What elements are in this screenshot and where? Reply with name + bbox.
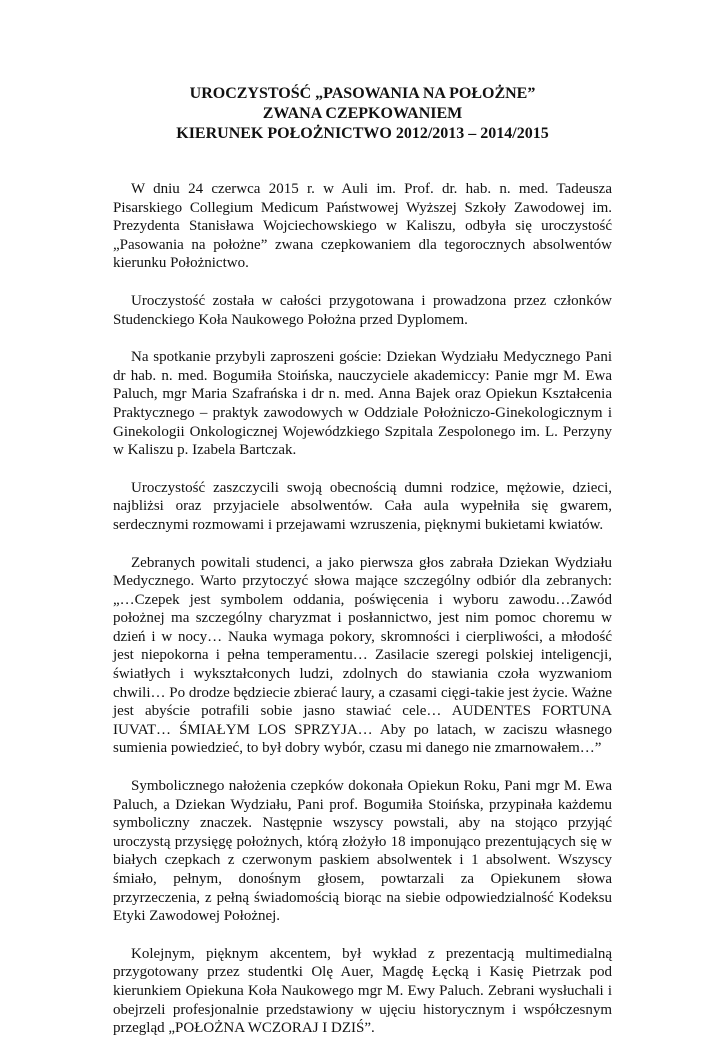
title-line-1: UROCZYSTOŚĆ „PASOWANIA NA POŁOŻNE” xyxy=(189,85,536,102)
title-spacer xyxy=(113,144,612,180)
title-line-2: ZWANA CZEPKOWANIEM xyxy=(262,105,463,122)
paragraph-ceremony-intro: W dniu 24 czerwca 2015 r. w Auli im. Prof. dr. hab. n. med. Tadeusza Pisarskiego Collegium Medicum Państwowej Wyższej Szkoły Zawodowej im. Prezydenta Stanisława Wojciechowskiego w Kaliszu, odbyła się uroczystość „Pasowania na położne” zwana czepkowaniem dla tegorocznych absolwentów kierunku Położnictwo. xyxy=(113,181,612,272)
paragraph-dean-speech: Zebranych powitali studenci, a jako pierwsza głos zabrała Dziekan Wydziału Medycznego. Warto przytoczyć słowa mające szczególny odbiór dla zebranych: „…Czepek jest symbolem oddania, poświęcenia i wyboru zawodu…Zawód położnej ma szczególny charyzmat i posłannictwo, jest nim pomoc choremu w dzień i w nocy… Nauka wymaga pokory, skromności i cierpliwości, a młodość jest niepokorna i pełna temperamentu… Zasilacie szeregi polskiej inteligencji, światłych i wykształconych ludzi, zdolnych do stawiania czoła wyzwaniom chwili… Po drodze będziecie zbierać laury, a czasami cięgi-takie jest życie. Ważne jest abyście potrafili sobie jasno stawiać cele… AUDENTES FORTUNA IUVAT… ŚMIAŁYM LOS SPRZYJA… Aby po latach, w zaciszu własnego sumienia powiedzieć, to był dobry wybór, czasu mi danego nie zmarnowałem…” xyxy=(113,554,612,757)
paragraph-lecture: Kolejnym, pięknym akcentem, był wykład z prezentacją multimedialną przygotowany przez studentki Olę Auer, Magdę Łęcką i Kasię Pietrzak pod kierunkiem Opiekuna Koła Naukowego mgr M. Ewy Paluch. Zebrani wysłuchali i obejrzeli profesjonalnie przedstawiony w ujęciu historycznym i współczesnym przegląd „POŁOŻNA WCZORAJ I DZIŚ”. xyxy=(113,945,612,1037)
paragraph-organizers: Uroczystość została w całości przygotowana i prowadzona przez członków Studenckiego Koła Naukowego Położna przed Dyplomem. xyxy=(113,292,612,328)
document-title xyxy=(113,84,612,144)
paragraph-guests: Na spotkanie przybyli zaproszeni goście: Dziekan Wydziału Medycznego Pani dr hab. n. med. Bogumiła Stoińska, nauczyciele akademiccy: Panie mgr M. Ewa Paluch, mgr Maria Szafrańska i dr n. med. Anna Bajek oraz Opiekun Kształcenia Praktycznego – praktyk zawodowych w Oddziale Położniczo-Ginekologicznym i Ginekologii Onkologicznej Wojewódzkiego Szpitala Zespolonego im. L. Perzyny w Kaliszu p. Izabela Bartczak. xyxy=(113,349,612,459)
title-line-3: KIERUNEK POŁOŻNICTWO 2012/2013 – 2014/2015 xyxy=(176,125,549,142)
paragraph-capping-oath: Symbolicznego nałożenia czepków dokonała Opiekun Roku, Pani mgr M. Ewa Paluch, a Dziekan Wydziału, Pani prof. Bogumiła Stoińska, przypinała każdemu symboliczny znaczek. Następnie wszyscy powstali, aby na stojąco przyjąć uroczystą przysięgę położnych, którą złożyło 18 imponująco prezentujących się w białych czepkach z czerwonym paskiem absolwentek i 1 absolwent. Wszyscy śmiało, pełnym, donośnym głosem, powtarzali za Opiekunem słowa przyrzeczenia, z pełną świadomością biorąc na siebie odpowiedzialność Kodeksu Etyki Zawodowej Położnej. xyxy=(113,778,612,925)
paragraph-families: Uroczystość zaszczycili swoją obecnością dumni rodzice, mężowie, dzieci, najbliżsi oraz przyjaciele absolwentów. Cała aula wypełniła się gwarem, serdecznymi rozmowami i przejawami wzruszenia, pięknymi bukietami kwiatów. xyxy=(113,479,612,533)
